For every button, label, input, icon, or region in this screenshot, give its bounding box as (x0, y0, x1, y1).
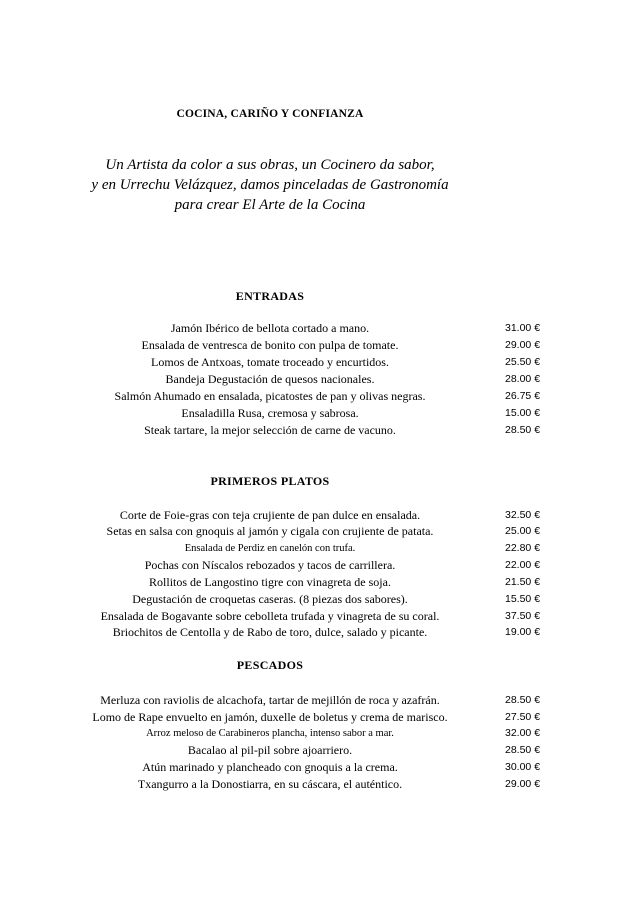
item-name: Jamón Ibérico de bellota cortado a mano. (170, 321, 370, 335)
item-name: Ensaladilla Rusa, cremosa y sabrosa. (181, 406, 359, 420)
item-price: 25.50 € (505, 356, 541, 368)
item-price: 21.50 € (505, 576, 541, 588)
item-price: 32.50 € (505, 509, 541, 521)
menu-item (0, 692, 540, 709)
item-price: 15.50 € (505, 593, 541, 605)
item-price: 25.00 € (505, 525, 541, 537)
item-name: Bacalao al pil-pil sobre ajoarriero. (187, 743, 353, 757)
item-price: 28.00 € (505, 373, 541, 385)
item-name: Merluza con raviolis de alcachofa, tartar de mejillón de roca y azafrán. (100, 693, 440, 707)
menu-item (0, 624, 540, 641)
item-name: Steak tartare, la mejor selección de carne de vacuno. (144, 423, 396, 437)
menu-tagline: COCINA, CARIÑO Y CONFIANZA (176, 108, 364, 120)
item-name: Arroz meloso de Carabineros plancha, intenso sabor a mar. (146, 728, 394, 739)
menu-item (0, 557, 540, 574)
menu-item (0, 759, 540, 776)
menu-item (0, 422, 540, 439)
item-price: 28.50 € (505, 694, 541, 706)
menu-item (0, 371, 540, 388)
section-title-pescados: PESCADOS (236, 658, 304, 672)
item-name: Setas en salsa con gnoquis al jamón y cigala con crujiente de patata. (106, 524, 434, 538)
item-name: Txangurro a la Donostiarra, en su cáscara, el auténtico. (137, 777, 403, 791)
item-name: Atún marinado y plancheado con gnoquis a la crema. (142, 760, 398, 774)
menu-item (0, 591, 540, 608)
intro-line: para crear El Arte de la Cocina (174, 197, 366, 213)
menu-item (0, 608, 540, 625)
item-name: Rollitos de Langostino tigre con vinagreta de soja. (149, 575, 391, 589)
item-price: 28.50 € (505, 744, 541, 756)
menu-item (0, 388, 540, 405)
item-name: Bandeja Degustación de quesos nacionales. (165, 372, 375, 386)
item-name: Pochas con Níscalos rebozados y tacos de carrillera. (144, 558, 396, 572)
item-price: 15.00 € (505, 407, 541, 419)
menu-item (0, 337, 540, 354)
menu-item (0, 742, 540, 759)
item-price: 29.00 € (505, 778, 541, 790)
menu-item (0, 574, 540, 591)
item-price: 37.50 € (505, 610, 541, 622)
item-name: Corte de Foie-gras con teja crujiente de pan dulce en ensalada. (119, 508, 421, 522)
menu-item (0, 507, 540, 524)
item-price: 27.50 € (505, 711, 541, 723)
intro-line: Un Artista da color a sus obras, un Cocinero da sabor, (105, 157, 435, 173)
item-name: Degustación de croquetas caseras. (8 piezas dos sabores). (132, 592, 408, 606)
item-name: Ensalada de Bogavante sobre cebolleta trufada y vinagreta de su coral. (100, 609, 440, 623)
section-title-entradas: ENTRADAS (235, 289, 305, 303)
item-name: Ensalada de ventresca de bonito con pulpa de tomate. (141, 338, 399, 352)
section-title-primeros-platos: PRIMEROS PLATOS (210, 474, 330, 488)
item-price: 30.00 € (505, 761, 541, 773)
item-price: 29.00 € (505, 339, 541, 351)
item-price: 26.75 € (505, 390, 541, 402)
item-price: 19.00 € (505, 626, 541, 638)
item-price: 28.50 € (505, 424, 541, 436)
item-name: Salmón Ahumado en ensalada, picatostes de pan y olivas negras. (114, 389, 426, 403)
menu-item (0, 405, 540, 422)
item-name: Briochitos de Centolla y de Rabo de toro, dulce, salado y picante. (112, 625, 428, 639)
intro-line: y en Urrechu Velázquez, damos pinceladas de Gastronomía (91, 177, 449, 193)
item-price: 22.00 € (505, 559, 541, 571)
menu-item (0, 540, 540, 557)
menu-item (0, 725, 540, 742)
item-price: 22.80 € (505, 542, 541, 554)
menu-item (0, 354, 540, 371)
menu-item (0, 776, 540, 793)
menu-item (0, 523, 540, 540)
item-price: 32.00 € (505, 727, 541, 739)
item-name: Lomo de Rape envuelto en jamón, duxelle de boletus y crema de marisco. (92, 710, 448, 724)
item-name: Ensalada de Perdiz en canelón con trufa. (184, 543, 356, 554)
menu-item (0, 709, 540, 726)
intro-text (0, 155, 540, 215)
item-price: 31.00 € (505, 322, 541, 334)
item-name: Lomos de Antxoas, tomate troceado y encurtidos. (151, 355, 389, 369)
menu-item (0, 320, 540, 337)
